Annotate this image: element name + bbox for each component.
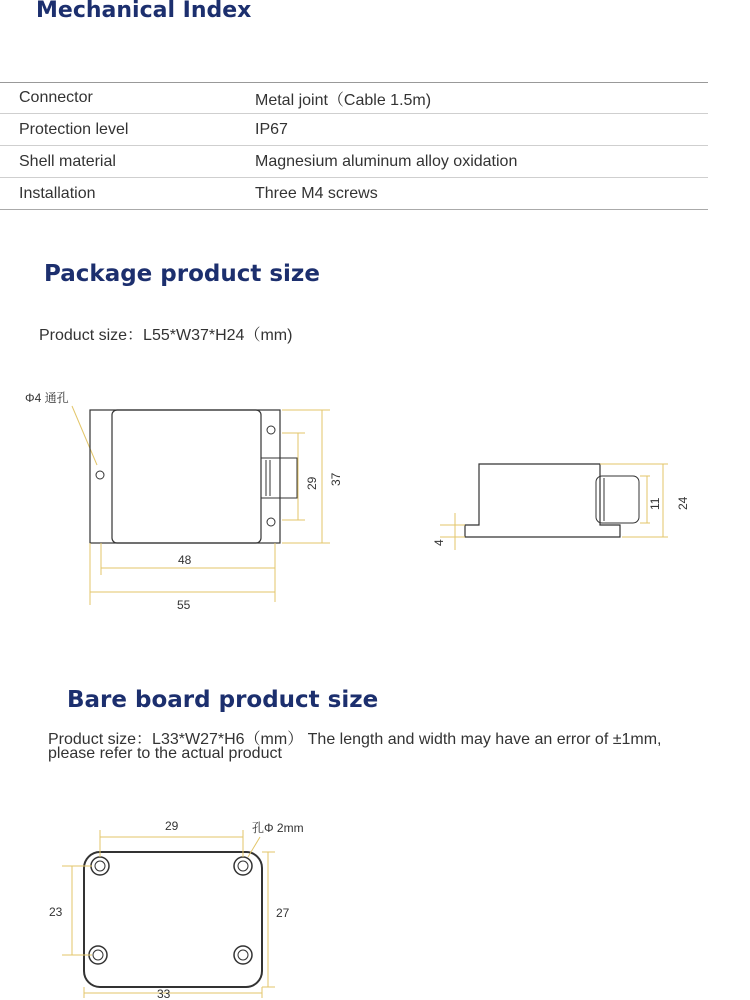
dim-23-label: 23 <box>49 905 63 919</box>
dim-55-label: 55 <box>177 598 191 612</box>
package-size-text: Product size：L55*W37*H24（mm) <box>39 327 293 344</box>
table-row <box>0 146 708 178</box>
package-top-view <box>90 410 297 543</box>
spec-value: IP67 <box>255 114 708 146</box>
hole-leader-line <box>72 406 97 465</box>
spec-value: Three M4 screws <box>255 178 708 210</box>
mechanical-spec-table <box>0 82 708 210</box>
mechanical-index-title: Mechanical Index <box>36 0 252 23</box>
table-row <box>0 114 708 146</box>
package-drawing <box>0 380 750 620</box>
bare-board-title: Bare board product size <box>67 687 379 713</box>
spec-label: Connector <box>0 83 255 114</box>
bare-size-text-2: please refer to the actual product <box>48 745 282 762</box>
dim-29-label: 29 <box>305 476 319 490</box>
dim-48-label: 48 <box>178 553 192 567</box>
bare-board-outline <box>84 852 262 987</box>
dim-24-label: 24 <box>676 496 690 510</box>
package-dimension-lines <box>90 410 330 605</box>
hole-note-label: Φ4 通孔 <box>25 391 69 405</box>
dim-11-label: 11 <box>648 497 662 510</box>
spec-value: Metal joint（Cable 1.5m) <box>255 83 708 114</box>
bare-dimension-lines <box>62 830 275 998</box>
dim-29-top-label: 29 <box>165 819 179 833</box>
bare-hole-note-label: 孔Φ 2mm <box>252 821 304 835</box>
dim-33-label: 33 <box>157 987 171 1000</box>
dim-4-label: 4 <box>432 539 446 546</box>
spec-label: Shell material <box>0 146 255 178</box>
dim-27-label: 27 <box>276 906 290 920</box>
table-row <box>0 178 708 210</box>
package-size-title: Package product size <box>44 261 320 287</box>
package-side-view <box>465 464 639 537</box>
table-row <box>0 83 708 114</box>
dim-37-label: 37 <box>329 472 343 486</box>
spec-label: Installation <box>0 178 255 210</box>
bare-size-text: Product size：L33*W27*H6（mm） The length and width may have an error of ±1mm, <box>48 731 662 748</box>
spec-label: Protection level <box>0 114 255 146</box>
bare-board-drawing <box>0 810 750 1000</box>
spec-value: Magnesium aluminum alloy oxidation <box>255 146 708 178</box>
